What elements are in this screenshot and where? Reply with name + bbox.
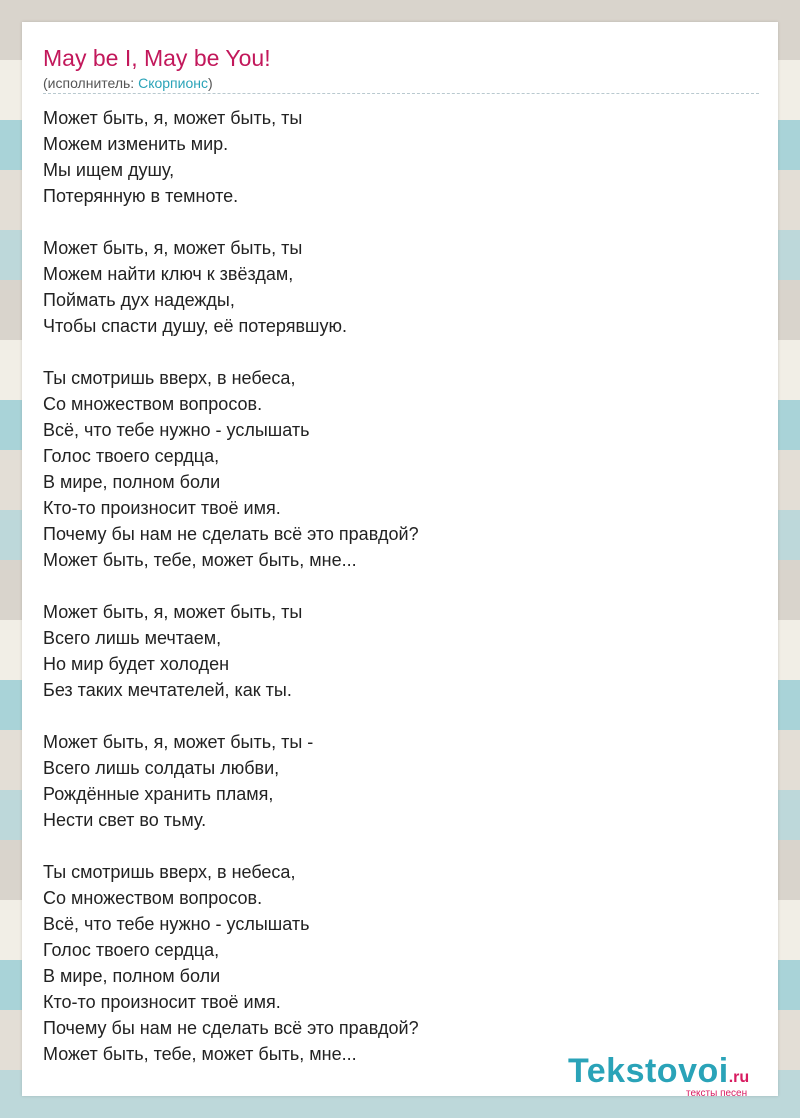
lyric-line: Всего лишь мечтаем,: [43, 628, 222, 648]
performer-line: [43, 74, 213, 92]
lyric-line: Кто-то произносит твоё имя.: [43, 498, 281, 518]
lyric-line: Может быть, я, может быть, ты -: [43, 732, 314, 752]
stanza: [43, 599, 763, 703]
lyric-line: Может быть, я, может быть, ты: [43, 238, 303, 258]
stanza: [43, 365, 763, 573]
stanza: [43, 859, 763, 1067]
stanza: [43, 105, 763, 209]
lyric-line: Потерянную в темноте.: [43, 186, 239, 206]
lyric-line: Со множеством вопросов.: [43, 394, 263, 414]
logo-tld: .ru: [728, 1069, 750, 1086]
title-divider: [43, 93, 759, 94]
lyric-line: Всё, что тебе нужно - услышать: [43, 914, 310, 934]
lyric-line: Ты смотришь вверх, в небеса,: [43, 368, 296, 388]
lyric-line: Поймать дух надежды,: [43, 290, 235, 310]
song-title: May be I, May be You!: [43, 45, 271, 71]
lyric-line: Голос твоего сердца,: [43, 940, 220, 960]
lyric-line: Но мир будет холоден: [43, 654, 230, 674]
stanza: [43, 729, 763, 833]
site-logo[interactable]: [568, 1052, 778, 1099]
lyric-line: Голос твоего сердца,: [43, 446, 220, 466]
lyric-line: Может быть, тебе, может быть, мне...: [43, 1044, 357, 1064]
stanza: [43, 235, 763, 339]
lyric-line: Всё, что тебе нужно - услышать: [43, 420, 310, 440]
lyric-line: Без таких мечтателей, как ты.: [43, 680, 292, 700]
lyric-line: Может быть, я, может быть, ты: [43, 108, 303, 128]
lyric-line: В мире, полном боли: [43, 966, 221, 986]
lyric-line: Мы ищем душу,: [43, 160, 175, 180]
lyric-line: Может быть, я, может быть, ты: [43, 602, 303, 622]
lyric-line: Всего лишь солдаты любви,: [43, 758, 280, 778]
lyric-line: В мире, полном боли: [43, 472, 221, 492]
lyric-line: Может быть, тебе, может быть, мне...: [43, 550, 357, 570]
lyric-line: Нести свет во тьму.: [43, 810, 207, 830]
lyric-line: Со множеством вопросов.: [43, 888, 263, 908]
performer-suffix: ): [207, 75, 213, 91]
lyric-line: Почему бы нам не сделать всё это правдой?: [43, 524, 419, 544]
performer-prefix: (исполнитель:: [43, 75, 139, 91]
logo-name: Tekstovoi: [568, 1052, 729, 1090]
lyric-line: Кто-то произносит твоё имя.: [43, 992, 281, 1012]
lyric-line: Можем изменить мир.: [43, 134, 229, 154]
lyric-line: Ты смотришь вверх, в небеса,: [43, 862, 296, 882]
logo-tagline: тексты песен: [686, 1088, 748, 1099]
lyric-line: Почему бы нам не сделать всё это правдой?: [43, 1018, 419, 1038]
lyrics-body: [43, 105, 763, 1093]
artist-link[interactable]: Скорпионс: [138, 75, 208, 91]
lyrics-card: [22, 22, 778, 1099]
lyric-line: Можем найти ключ к звёздам,: [43, 264, 294, 284]
lyric-line: Чтобы спасти душу, её потерявшую.: [43, 316, 347, 336]
lyric-line: Рождённые хранить пламя,: [43, 784, 274, 804]
